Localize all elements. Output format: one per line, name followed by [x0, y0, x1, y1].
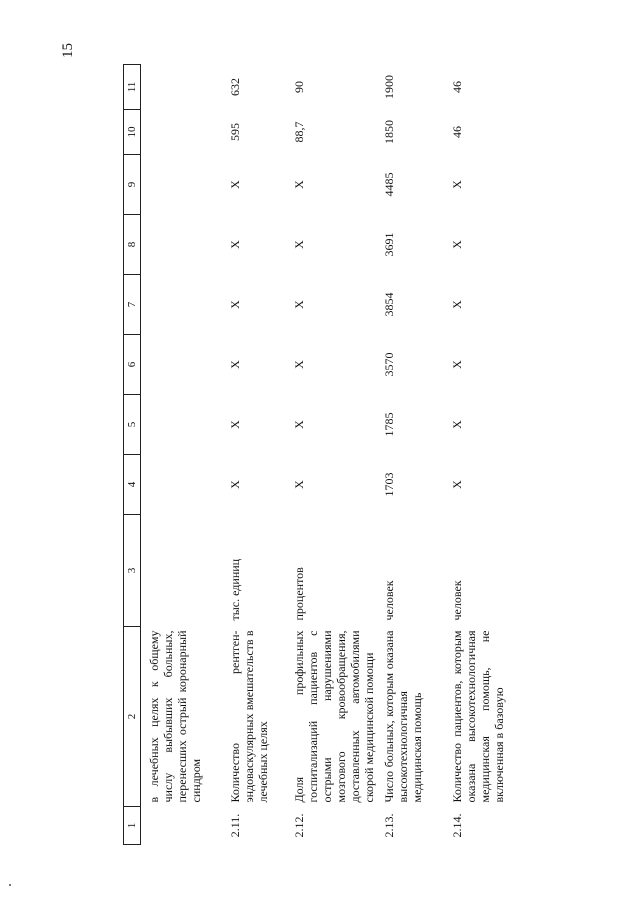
- value-cell: Х: [292, 240, 306, 249]
- value-cell: Х: [292, 480, 306, 489]
- table-row: [376, 65, 444, 845]
- unit: тыс. единиц: [228, 558, 242, 621]
- unit: [141, 515, 223, 627]
- table-row: [222, 65, 286, 845]
- value-cell: 46: [450, 126, 464, 138]
- scan-speck: [9, 884, 11, 886]
- header-cell: 8: [124, 215, 141, 275]
- value-cell: Х: [450, 180, 464, 189]
- value-cell: 1850: [382, 120, 396, 144]
- unit: процентов: [292, 567, 306, 621]
- header-cell: 10: [124, 110, 141, 155]
- value-cell: Х: [228, 360, 242, 369]
- value-cell: Х: [450, 420, 464, 429]
- value-cell: Х: [228, 480, 242, 489]
- indicator-name: Количество пациентов, которым оказана высокотехнологичная медицинская помощь, не включенная в базовую: [450, 630, 506, 803]
- value-cell: Х: [450, 300, 464, 309]
- header-cell: 1: [124, 807, 141, 845]
- value-cell: Х: [292, 420, 306, 429]
- rotated-table-container: [123, 65, 593, 845]
- value-cell: 4485: [382, 172, 396, 197]
- indicator-name: Доля профильных госпитализаций пациентов с острыми нарушениями мозгового кровообращения, доставленных автомобилями скорой медицинской помощи: [292, 630, 376, 803]
- row-number: 2.12.: [292, 813, 306, 838]
- header-cell: 5: [124, 395, 141, 455]
- value-cell: Х: [228, 240, 242, 249]
- value-cell: Х: [228, 300, 242, 309]
- value-cell: [141, 455, 223, 515]
- value-cell: Х: [228, 420, 242, 429]
- value-cell: 1703: [382, 472, 396, 497]
- value-cell: Х: [228, 180, 242, 189]
- value-cell: Х: [292, 360, 306, 369]
- value-cell: 632: [228, 78, 242, 96]
- header-cell: 7: [124, 275, 141, 335]
- value-cell: [141, 110, 223, 155]
- value-cell: [141, 155, 223, 215]
- value-cell: 1785: [382, 412, 396, 437]
- value-cell: Х: [450, 360, 464, 369]
- header-cell: 2: [124, 627, 141, 807]
- header-cell: 3: [124, 515, 141, 627]
- header-cell: 4: [124, 455, 141, 515]
- table-row: [141, 65, 223, 845]
- header-cell: 6: [124, 335, 141, 395]
- unit: человек: [382, 580, 396, 621]
- indicator-name: Количество рентген-эндоваскулярных вмешательств в лечебных целях: [228, 630, 270, 803]
- value-cell: Х: [450, 240, 464, 249]
- row-number: 2.13.: [382, 813, 396, 838]
- value-cell: 46: [450, 81, 464, 93]
- value-cell: Х: [292, 180, 306, 189]
- value-cell: [141, 65, 223, 110]
- value-cell: [141, 215, 223, 275]
- value-cell: 3570: [382, 352, 396, 377]
- header-row: [124, 65, 141, 845]
- value-cell: [141, 335, 223, 395]
- value-cell: 3854: [382, 292, 396, 317]
- value-cell: 595: [228, 123, 242, 141]
- value-cell: Х: [450, 480, 464, 489]
- value-cell: 1900: [382, 75, 396, 99]
- table-row: [286, 65, 376, 845]
- value-cell: Х: [292, 300, 306, 309]
- indicator-name: в лечебных целях к общему числу выбывших больных, перенесших острый коронарный синдром: [147, 630, 203, 803]
- value-cell: 3691: [382, 232, 396, 257]
- indicator-name: Число больных, которым оказана высокотехнологичная медицинская помощь: [382, 630, 424, 803]
- indicators-table: [123, 64, 530, 845]
- unit: человек: [450, 580, 464, 621]
- header-cell: 11: [124, 65, 141, 110]
- value-cell: 88,7: [292, 121, 306, 143]
- row-number: 2.11.: [228, 813, 242, 838]
- row-number: 2.14.: [450, 813, 464, 838]
- row-number: [141, 807, 223, 845]
- value-cell: [141, 275, 223, 335]
- value-cell: [141, 395, 223, 455]
- table-row: [444, 65, 530, 845]
- value-cell: 90: [292, 81, 306, 93]
- header-cell: 9: [124, 155, 141, 215]
- page-number: 15: [60, 43, 76, 58]
